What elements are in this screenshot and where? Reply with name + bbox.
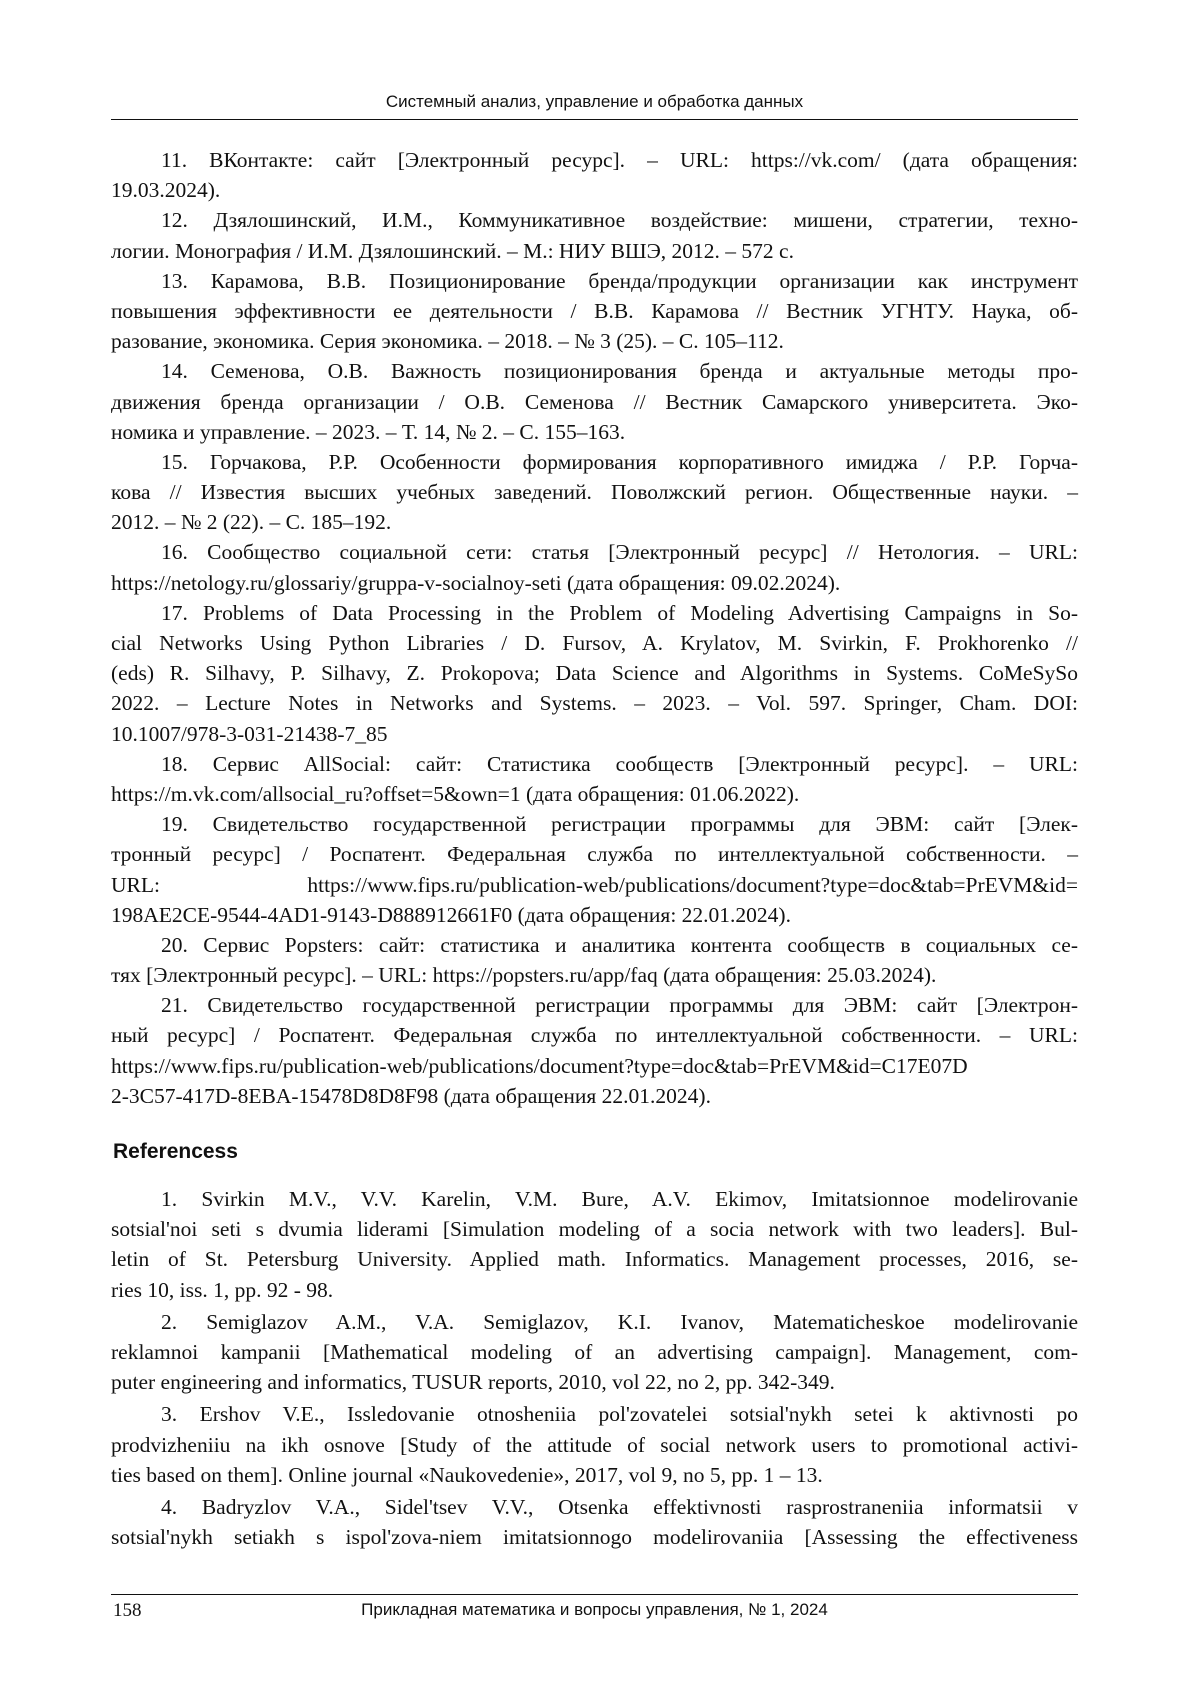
reference-line: letin of St. Petersburg University. Applied math. Informatics. Management processes, 2016, se-: [111, 1247, 1078, 1272]
reference-item: [111, 205, 1078, 265]
reference-item: [111, 447, 1078, 538]
reference-line: prodvizheniiu na ikh osnove [Study of the attitude of social network users to promotional activi-: [111, 1432, 1078, 1457]
running-head: Системный анализ, управление и обработка данных: [385, 92, 804, 111]
reference-line: 12. Дзялошинский, И.М., Коммуникативное воздействие: мишени, стратегии, техно-: [161, 208, 1078, 233]
reference-item: [111, 1492, 1078, 1552]
reference-line: 1. Svirkin M.V., V.V. Karelin, V.M. Bure, A.V. Ekimov, Imitatsionnoe modelirovanie: [161, 1187, 1078, 1211]
reference-line: https://www.fips.ru/publication-web/publications/document?type=doc&tab=PrEVM&id=C17E07D: [111, 1053, 968, 1078]
reference-line: разование, экономика. Серия экономика. – 2018. – № 3 (25). – С. 105–112.: [111, 329, 784, 354]
reference-line: 17. Problems of Data Processing in the Problem of Modeling Advertising Campaigns in So-: [161, 600, 1078, 625]
references-ru-list: [111, 145, 1078, 1111]
reference-line: 11. ВКонтакте: сайт [Электронный ресурс]. – URL: https://vk.com/ (дата обращения:: [161, 148, 1078, 172]
reference-item: [111, 749, 1078, 809]
reference-item: [111, 145, 1078, 205]
reference-line: 19. Свидетельство государственной регистрации программы для ЭВМ: сайт [Элек-: [161, 812, 1078, 837]
reference-line: 3. Ershov V.E., Issledovanie otnosheniia pol'zovatelei sotsial'nykh setei k aktivnosti po: [161, 1402, 1078, 1427]
footer-rule: [111, 1594, 1078, 1595]
references-en-list: [111, 1184, 1078, 1552]
reference-line: 20. Сервис Popsters: сайт: статистика и аналитика контента сообществ в социальных се-: [161, 932, 1078, 957]
header-rule: [111, 119, 1078, 120]
reference-line: 2022. – Lecture Notes in Networks and Systems. – 2023. – Vol. 597. Springer, Cham. DOI:: [111, 691, 1078, 716]
reference-line: ный ресурс] / Роспатент. Федеральная служба по интеллектуальной собственности. – URL:: [111, 1023, 1078, 1048]
reference-line: 2012. – № 2 (22). – С. 185–192.: [111, 510, 392, 535]
reference-line: 2-3C57-417D-8EBA-15478D8D8F98 (дата обращения 22.01.2024).: [111, 1083, 711, 1108]
reference-line: (eds) R. Silhavy, P. Silhavy, Z. Prokopova; Data Science and Algorithms in Systems. CoMeSySo: [111, 661, 1078, 686]
reference-line: puter engineering and informatics, TUSUR reports, 2010, vol 22, no 2, pp. 342-349.: [111, 1370, 835, 1395]
reference-line: движения бренда организации / О.В. Семенова // Вестник Самарского университета. Эко-: [111, 389, 1078, 414]
reference-line: тях [Электронный ресурс]. – URL: https://popsters.ru/app/faq (дата обращения: 25.03.2024).: [111, 963, 937, 988]
reference-line: sotsial'nykh setiakh s ispol'zova-niem imitatsionnogo modelirovaniia [Assessing the effectiveness: [111, 1525, 1078, 1550]
reference-line: 4. Badryzlov V.A., Sidel'tsev V.V., Otsenka effektivnosti rasprostraneniia informatsii v: [161, 1494, 1078, 1519]
reference-item: [111, 930, 1078, 990]
reference-line: reklamnoi kampanii [Mathematical modeling of an advertising campaign]. Management, com-: [111, 1339, 1078, 1364]
reference-line: 198AE2CE-9544-4AD1-9143-D888912661F0 (дата обращения: 22.01.2024).: [111, 902, 791, 927]
reference-line: 13. Карамова, В.В. Позиционирование бренда/продукции организации как инструмент: [161, 268, 1078, 293]
reference-line: повышения эффективности ее деятельности / В.В. Карамова // Вестник УГНТУ. Наука, об-: [111, 298, 1078, 323]
reference-line: 2. Semiglazov A.M., V.A. Semiglazov, K.I. Ivanov, Matematicheskoe modelirovanie: [161, 1309, 1078, 1334]
reference-item: [111, 598, 1078, 749]
reference-line: кова // Известия высших учебных заведений. Поволжский регион. Общественные науки. –: [111, 480, 1078, 505]
reference-line: cial Networks Using Python Libraries / D. Fursov, A. Krylatov, M. Svirkin, F. Prokhorenko //: [111, 631, 1078, 655]
reference-item: [111, 1307, 1078, 1398]
reference-line: 16. Сообщество социальной сети: статья [Электронный ресурс] // Нетология. – URL:: [161, 540, 1078, 565]
journal-title: Прикладная математика и вопросы управления, № 1, 2024: [361, 1600, 828, 1619]
reference-line: https://m.vk.com/allsocial_ru?offset=5&own=1 (дата обращения: 01.06.2022).: [111, 781, 800, 806]
reference-line: https://netology.ru/glossariy/gruppa-v-socialnoy-seti (дата обращения: 09.02.2024).: [111, 570, 841, 595]
reference-line: тронный ресурс] / Роспатент. Федеральная служба по интеллектуальной собственности. –: [111, 842, 1078, 867]
reference-line: 10.1007/978-3-031-21438-7_85: [111, 721, 388, 746]
reference-line: 14. Семенова, О.В. Важность позиционирования бренда и актуальные методы про-: [161, 359, 1078, 384]
reference-line: sotsial'noi seti s dvumia liderami [Simulation modeling of a socia network with two leaders]. Bul-: [111, 1217, 1078, 1242]
page-number: 158: [113, 1600, 142, 1621]
reference-item: [111, 1184, 1078, 1305]
reference-line: номика и управление. – 2023. – Т. 14, № 2. – С. 155–163.: [111, 419, 626, 444]
reference-line: 15. Горчакова, Р.Р. Особенности формирования корпоративного имиджа / Р.Р. Горча-: [161, 449, 1078, 474]
reference-item: [111, 990, 1078, 1111]
reference-item: [111, 1399, 1078, 1490]
reference-line: ries 10, iss. 1, pp. 92 - 98.: [111, 1277, 334, 1302]
reference-item: [111, 266, 1078, 357]
reference-line: ties based on them]. Online journal «Naukovedenie», 2017, vol 9, no 5, pp. 1 – 13.: [111, 1462, 823, 1487]
reference-line: логии. Монография / И.М. Дзялошинский. – М.: НИУ ВШЭ, 2012. – 572 с.: [111, 238, 794, 263]
reference-item: [111, 356, 1078, 447]
references-heading: Referencess: [113, 1140, 238, 1163]
reference-item: [111, 809, 1078, 930]
reference-item: [111, 537, 1078, 597]
reference-line: URL: https://www.fips.ru/publication-web/publications/document?type=doc&tab=PrEVM&id=: [111, 872, 1078, 897]
reference-line: 18. Сервис AllSocial: сайт: Статистика сообществ [Электронный ресурс]. – URL:: [161, 751, 1078, 776]
reference-line: 19.03.2024).: [111, 178, 221, 203]
reference-line: 21. Свидетельство государственной регистрации программы для ЭВМ: сайт [Электрон-: [161, 993, 1078, 1018]
